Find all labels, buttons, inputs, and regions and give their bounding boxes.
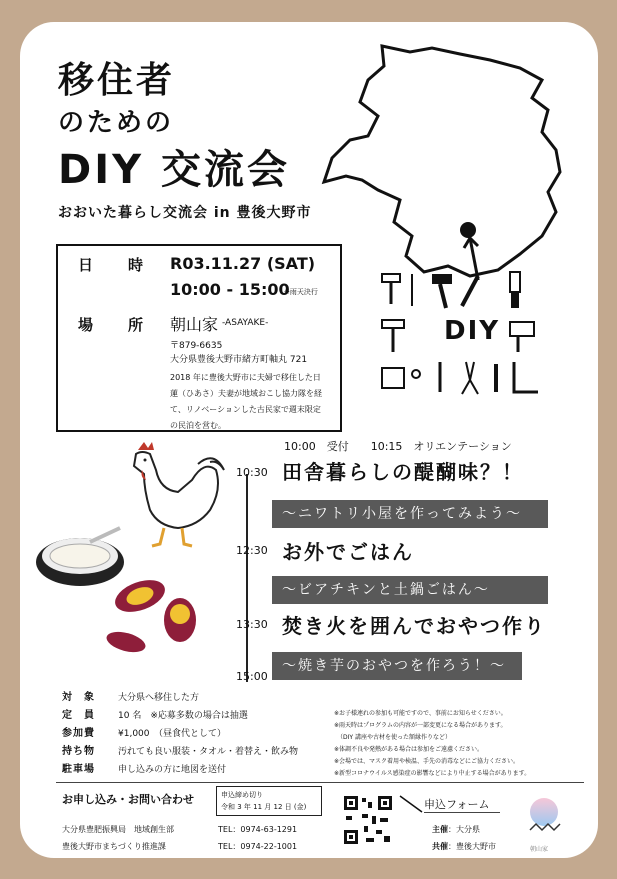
note-line: ※会場では、マスク着用や検温、手先の消毒などにご協力ください。 <box>334 758 520 765</box>
organizer-1: 大分県豊肥振興局 地域創生部 <box>62 825 174 834</box>
arrow-icon <box>398 794 424 814</box>
title-line3: DIY 交流会 <box>58 147 290 193</box>
note-line: ※体調不良や発熱がある場合は参加をご遠慮ください。 <box>334 746 484 753</box>
detail-value: 申し込みの方に地図を送付 <box>118 765 227 775</box>
schedule-sub-2: ～ビアチキンと土鍋ごはん～ <box>272 576 548 604</box>
event-time: 10:00 - 15:00 <box>170 280 290 299</box>
schedule-sub-3: ～焼き芋のおやつを作ろう！～ <box>272 652 522 680</box>
diy-label: DIY <box>444 316 501 346</box>
detail-row <box>62 760 298 778</box>
venue-description: 2018 年に豊後大野市に夫婦で移住した日蓮（ひあさ）夫妻が地域おこし協力隊を経て、リノベーションした古民家で週末限定の民泊を営む。 <box>170 373 322 430</box>
schedule-time-3: 13:30 <box>236 618 268 631</box>
schedule-title-3: 焚き火を囲んでおやつ作り <box>282 614 546 638</box>
footer-divider <box>56 782 584 783</box>
event-info-box <box>56 244 342 432</box>
note-line: ※新型コロナウイルス感染症の影響などにより中止する場合があります。 <box>334 770 531 777</box>
detail-label: 駐車場 <box>62 764 95 775</box>
date-label: 日 時 <box>78 256 154 274</box>
schedule-title-1: 田舎暮らしの醍醐味？！ <box>282 460 524 484</box>
deadline-box <box>216 786 322 816</box>
schedule-header: 10:00 受付 10:15 オリエンテーション <box>284 440 512 453</box>
title-line2: のための <box>58 108 175 138</box>
sponsor-label: 主催 <box>432 825 448 834</box>
place-label: 場 所 <box>78 316 154 334</box>
rooster-icon <box>118 440 228 550</box>
qr-code-icon[interactable] <box>342 794 394 846</box>
schedule-end-time: 15:00 <box>236 670 268 683</box>
logo-text: 朝山家 <box>530 846 549 853</box>
address: 大分県豊後大野市緒方町軸丸 721 <box>170 355 308 365</box>
detail-row <box>62 724 298 742</box>
detail-label: 持ち物 <box>62 746 95 757</box>
detail-label: 定 員 <box>62 710 95 721</box>
note-line: （DIY 講座や古材を使った額縁作りなど） <box>334 734 451 741</box>
cohost-label: 共催 <box>432 842 448 851</box>
deadline-label: 申込締め切り <box>221 791 263 799</box>
detail-row <box>62 742 298 760</box>
form-underline <box>424 812 500 813</box>
asayake-logo-icon <box>524 796 564 850</box>
notes <box>334 708 574 780</box>
deadline-date: 令和 3 年 11 月 12 日 (金) <box>221 803 307 811</box>
schedule-timeline <box>246 474 248 682</box>
form-label[interactable]: 申込フォーム <box>424 798 490 811</box>
event-date: R03.11.27 (SAT) <box>170 254 316 273</box>
detail-label: 参加費 <box>62 728 95 739</box>
phone-1: TEL：0974-63-1291 <box>218 825 298 834</box>
schedule-time-2: 12:30 <box>236 544 268 557</box>
detail-value: ¥1,000 （昼食代として） <box>118 729 226 739</box>
detail-label: 対 象 <box>62 692 95 703</box>
note-line: ※雨天時はプログラムの内容が一部変更になる場合があります。 <box>334 722 507 729</box>
detail-value: 汚れても良い服装・タオル・着替え・飲み物 <box>118 747 299 757</box>
schedule-sub-1: ～ニワトリ小屋を作ってみよう～ <box>272 500 548 528</box>
details-list <box>62 688 298 778</box>
postal-code: 〒879-6635 <box>170 341 223 351</box>
place-name-roman: -ASAYAKE- <box>222 318 269 328</box>
cohost-row: 共催：豊後大野市 <box>432 842 496 851</box>
schedule-title-2: お外でごはん <box>282 540 414 564</box>
contact-heading: お申し込み・お問い合わせ <box>62 793 194 806</box>
sponsor-row: 主催：大分県 <box>432 825 480 834</box>
flyer <box>20 22 598 858</box>
detail-row <box>62 688 298 706</box>
detail-value: 10 名 ※応募多数の場合は抽選 <box>118 711 248 721</box>
place-name: 朝山家 <box>170 315 219 334</box>
sponsor-name: 大分県 <box>456 825 480 834</box>
organizer-2: 豊後大野市まちづくり推進課 <box>62 842 166 851</box>
detail-value: 大分県へ移住した方 <box>118 693 200 703</box>
detail-row <box>62 706 298 724</box>
rain-note: ※雨天決行 <box>284 288 318 296</box>
city-map-icon <box>320 40 570 280</box>
event-subtitle: おおいた暮らし交流会 in 豊後大野市 <box>58 205 312 221</box>
phone-2: TEL：0974-22-1001 <box>218 842 298 851</box>
title-line1: 移住者 <box>58 60 176 101</box>
sweet-potato-icon <box>100 574 210 664</box>
cohost-name: 豊後大野市 <box>456 842 496 851</box>
schedule-time-1: 10:30 <box>236 466 268 479</box>
note-line: ※お子様連れの参加も可能ですので、事前にお知らせください。 <box>334 710 507 717</box>
